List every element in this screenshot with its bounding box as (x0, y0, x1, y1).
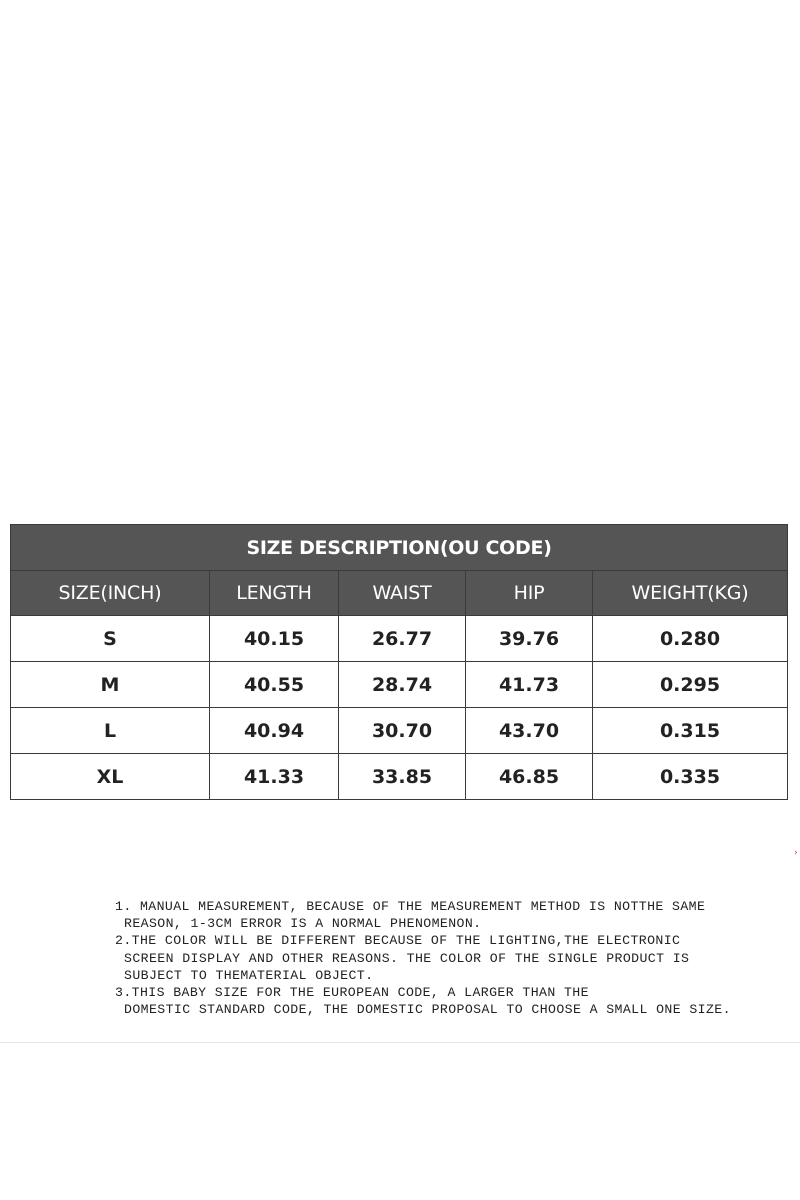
title-row (11, 525, 788, 571)
cell-length: 41.33 (210, 754, 339, 800)
table-row (11, 754, 788, 800)
cell-waist: 33.85 (339, 754, 466, 800)
size-chart-table (10, 524, 788, 800)
cell-waist: 28.74 (339, 662, 466, 708)
cell-hip: 41.73 (466, 662, 593, 708)
column-header-size: SIZE(INCH) (11, 571, 210, 616)
note-line: 2.THE COLOR WILL BE DIFFERENT BECAUSE OF THE LIGHTING,THE ELECTRONIC (115, 933, 681, 949)
cell-weight: 0.280 (593, 616, 788, 662)
cell-weight: 0.295 (593, 662, 788, 708)
column-header-length: LENGTH (210, 571, 339, 616)
column-header-weight: WEIGHT(KG) (593, 571, 788, 616)
note-line: 1. MANUAL MEASUREMENT, BECAUSE OF THE MEASUREMENT METHOD IS NOTTHE SAME (115, 899, 706, 914)
cell-size: M (11, 662, 210, 708)
measurement-notes (115, 898, 795, 1018)
cell-weight: 0.335 (593, 754, 788, 800)
cell-length: 40.15 (210, 616, 339, 662)
column-header-waist: WAIST (339, 571, 466, 616)
cell-length: 40.94 (210, 708, 339, 754)
note-line: REASON, 1-3CM ERROR IS A NORMAL PHENOMENON. (124, 916, 482, 932)
cell-size: L (11, 708, 210, 754)
note-line: DOMESTIC STANDARD CODE, THE DOMESTIC PROPOSAL TO CHOOSE A SMALL ONE SIZE. (124, 1002, 731, 1018)
cell-weight: 0.315 (593, 708, 788, 754)
cell-size: S (11, 616, 210, 662)
bottom-divider (0, 1042, 800, 1043)
header-row (11, 571, 788, 616)
table-row (11, 662, 788, 708)
column-header-hip: HIP (466, 571, 593, 616)
cell-hip: 39.76 (466, 616, 593, 662)
cell-length: 40.55 (210, 662, 339, 708)
table-row (11, 616, 788, 662)
note-line: SCREEN DISPLAY AND OTHER REASONS. THE COLOR OF THE SINGLE PRODUCT IS (124, 950, 690, 966)
cell-size: XL (11, 754, 210, 800)
note-line: SUBJECT TO THEMATERIAL OBJECT. (124, 967, 374, 983)
edge-arrow-mark: › (794, 848, 798, 858)
cell-waist: 26.77 (339, 616, 466, 662)
table-row (11, 708, 788, 754)
cell-waist: 30.70 (339, 708, 466, 754)
note-line: 3.THIS BABY SIZE FOR THE EUROPEAN CODE, A LARGER THAN THE (115, 985, 589, 1001)
cell-hip: 43.70 (466, 708, 593, 754)
cell-hip: 46.85 (466, 754, 593, 800)
size-chart-title: SIZE DESCRIPTION(OU CODE) (11, 525, 788, 571)
